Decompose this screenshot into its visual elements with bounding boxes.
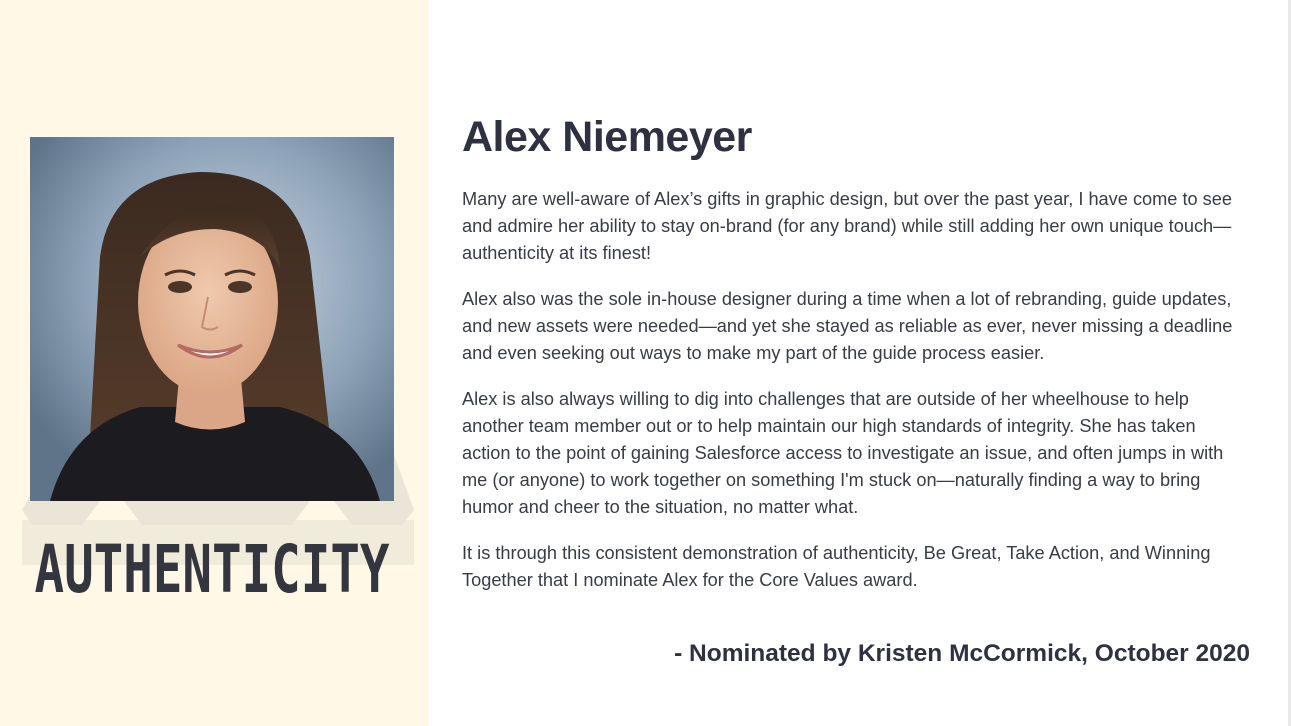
nomination-paragraph-4: It is through this consistent demonstration of authenticity, Be Great, Take Action, and Winning Together that I nominate Alex for the Core Values award. bbox=[462, 542, 1211, 590]
nominee-photo bbox=[30, 137, 394, 501]
left-panel bbox=[0, 0, 429, 726]
nomination-content bbox=[462, 112, 1252, 613]
nominee-name: Alex Niemeyer bbox=[462, 113, 752, 161]
nomination-paragraph-3: Alex is also always willing to dig into challenges that are outside of her wheelhouse to help another team member out or to help maintain our high standards of integrity. She has taken action to the point of gaining Salesforce access to investigate an issue, and often jumps in with me (or anyone) to work together on something I'm stuck on—naturally finding a way to bring humor and cheer to the situation, no matter what. bbox=[462, 388, 1224, 517]
nomination-paragraph-2: Alex also was the sole in-house designer during a time when a lot of rebranding, guide updates, and new assets were needed—and yet she stayed as reliable as ever, never missing a deadline and even seeking out ways to make my part of the guide process easier. bbox=[462, 288, 1233, 363]
core-value-wordmark bbox=[30, 520, 394, 610]
nominator-signature: - Nominated by Kristen McCormick, October 2020 bbox=[674, 640, 1250, 667]
nomination-paragraph-1: Many are well-aware of Alex’s gifts in graphic design, but over the past year, I have come to see and admire her ability to stay on-brand (for any brand) while still adding her own unique touch—authenticity at its finest! bbox=[462, 188, 1233, 263]
core-value-word: AUTHENTICITY bbox=[34, 531, 390, 608]
